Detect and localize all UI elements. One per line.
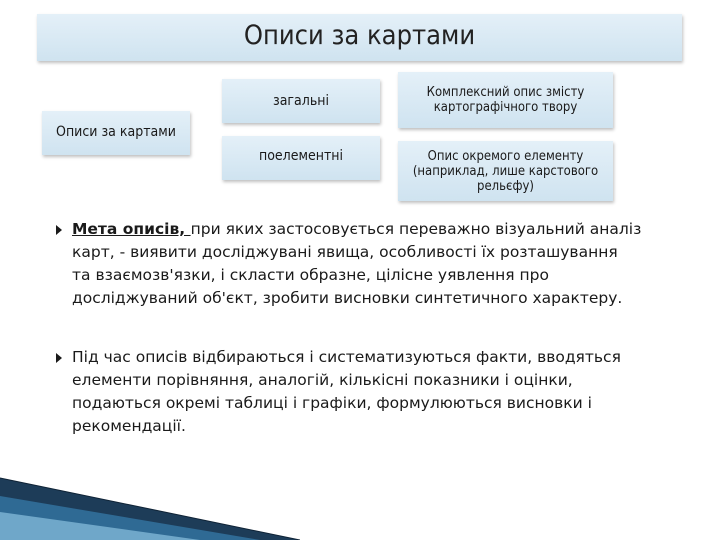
bullet-item-process [48,346,688,438]
element-description-box [398,141,613,201]
element-description-line-1: Опис окремого елементу [427,148,584,164]
bullet-line: карт, - виявити досліджувані явища, особливості їх розташування [72,243,618,261]
corner-decoration [0,450,300,540]
bullet-line: подаються окремі таблиці і графіки, формулюються висновки і [72,394,592,412]
element-description-line-2: (наприклад, лише карстового [412,163,599,179]
bullet-item-purpose [48,218,688,310]
complex-description-box [398,72,613,128]
bullet-arrow-icon [56,353,62,363]
complex-description-line-2: картографічного твору [433,100,578,115]
bullet-line: Під час описів відбираються і систематизуються факти, вводяться [72,348,621,366]
general-descriptions-box: загальні [222,79,380,123]
bullet-list [48,218,688,474]
bullet-line: та взаємозв'язки, і скласти образне, цілісне уявлення про [72,266,549,284]
purpose-label: Мета описів, [72,220,191,238]
bullet-line: елементи порівняння, аналогій, кількісні показники і оцінки, [72,371,573,389]
element-description-line-3: рельєфу) [477,178,534,194]
bullet-line: рекомендації. [72,417,186,435]
bullet-arrow-icon [56,225,62,235]
complex-description-line-1: Комплексний опис змісту [426,85,585,100]
bullet-line: при яких застосовується переважно візуальний аналіз [190,220,642,238]
element-descriptions-box: поелементні [222,136,380,180]
slide-title: Описи за картами [37,14,682,61]
bullet-line: досліджуваний об'єкт, зробити висновки синтетичного характеру. [72,289,623,307]
root-node-box: Описи за картами [42,111,190,155]
